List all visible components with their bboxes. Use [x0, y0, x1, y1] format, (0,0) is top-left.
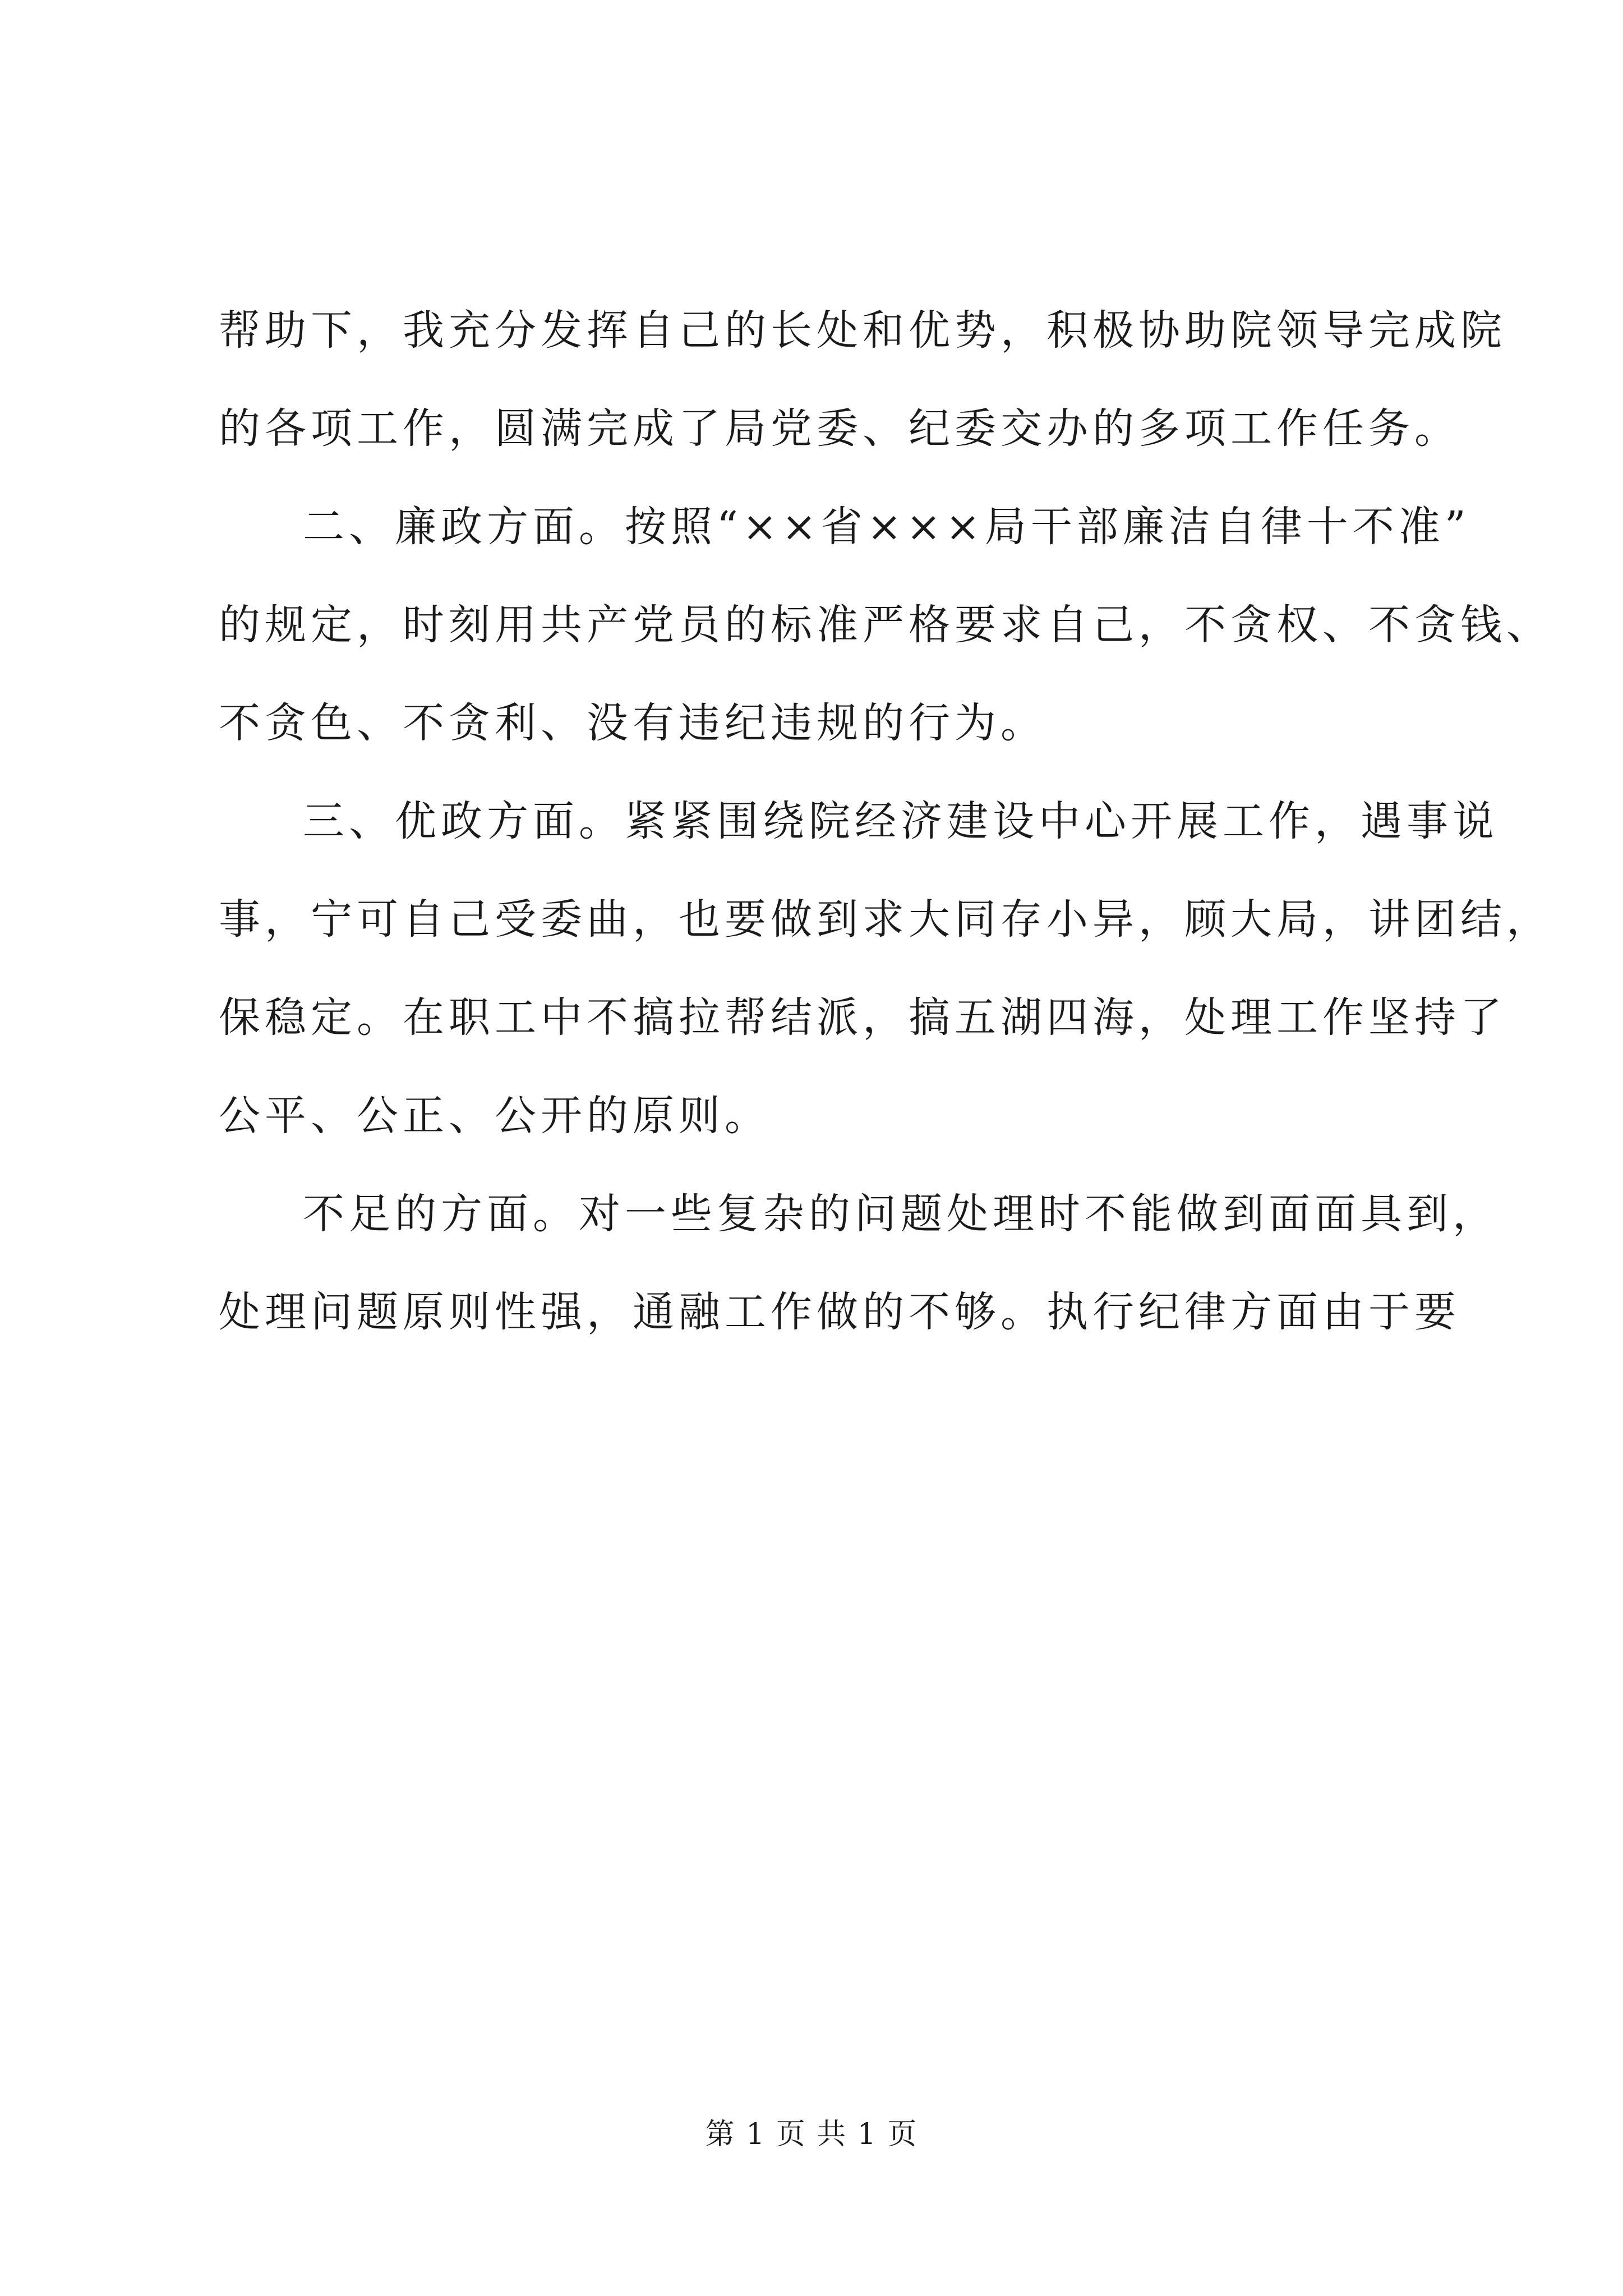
paragraph-line: 不贪色、不贪利、没有违纪违规的行为。	[219, 699, 1046, 747]
paragraph-line: 处理问题原则性强，通融工作做的不够。执行纪律方面由于要	[219, 1288, 1460, 1336]
paragraph-line: 帮助下，我充分发挥自己的长处和优势，积极协助院领导完成院	[219, 306, 1506, 355]
paragraph-line: 公平、公正、公开的原则。	[219, 1092, 771, 1140]
paragraph-line: 保稳定。在职工中不搞拉帮结派，搞五湖四海，处理工作坚持了	[219, 993, 1506, 1042]
paragraph-line: 二、廉政方面。按照“××省×××局干部廉洁自律十不准”	[303, 503, 1470, 551]
paragraph-line: 三、优政方面。紧紧围绕院经济建设中心开展工作，遇事说	[303, 797, 1498, 845]
paragraph-line: 不足的方面。对一些复杂的问题处理时不能做到面面具到，	[303, 1190, 1498, 1238]
paragraph-line: 的规定，时刻用共产党员的标准严格要求自己，不贪权、不贪钱、	[219, 601, 1552, 649]
document-body	[219, 303, 1552, 1383]
paragraph-line: 事，宁可自己受委曲，也要做到求大同存小异，顾大局，讲团结，	[219, 895, 1552, 944]
paragraph-line: 的各项工作，圆满完成了局党委、纪委交办的多项工作任务。	[219, 404, 1460, 453]
page-footer: 第 1 页 共 1 页	[705, 2118, 918, 2151]
